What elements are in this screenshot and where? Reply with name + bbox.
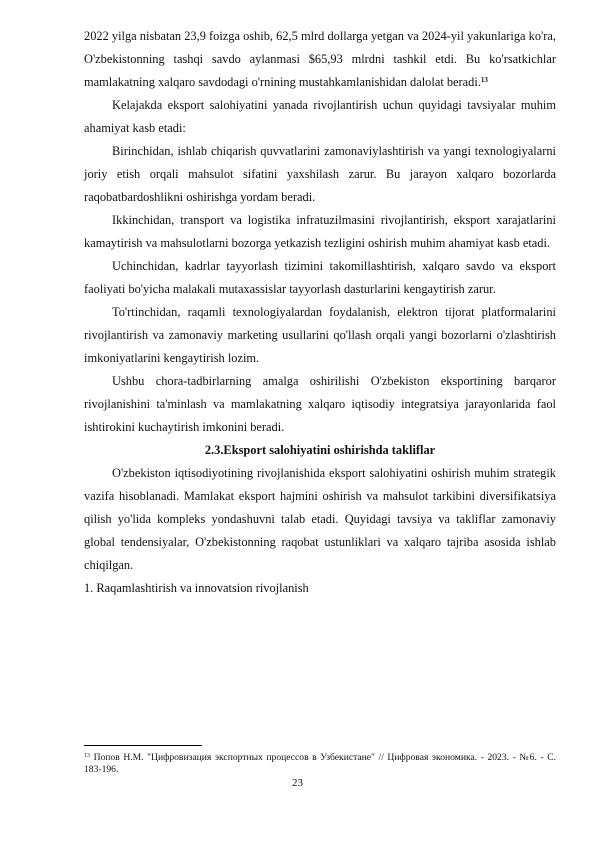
- paragraph-4: Ikkinchidan, transport va logistika infratuzilmasini rivojlantirish, eksport xarajatlarini kamaytirish va mahsulotlarni bozorga yetkazish tezligini oshirish muhim ahamiyat kasb etadi.: [84, 213, 556, 250]
- footnote: [84, 752, 556, 776]
- paragraph-1-text: 2022 yilga nisbatan 23,9 foizga oshib, 62,5 mlrd dollarga yetgan va 2024-yil yakunlariga ko'ra, O'zbekistonning tashqi savdo aylanmasi $65,93 mlrdni tashkil etdi. Bu ko'rsatkichlar mamlakatning xalqaro savdodagi o'rnining mustahkamlanishidan dalolat beradi.: [84, 29, 556, 89]
- paragraph-6: To'rtinchidan, raqamli texnologiyalardan foydalanish, elektron tijorat platformalarini rivojlantirish va zamonaviy marketing usullarini qo'llash orqali yangi bozorlarni o'zlashtirish imkoniyatlarini kengaytirish lozim.: [84, 305, 556, 365]
- paragraph-5: Uchinchidan, kadrlar tayyorlash tizimini takomillashtirish, xalqaro savdo va eksport faoliyati bo'yicha malakali mutaxassislar tayyorlash dasturlarini kengaytirish zarur.: [84, 259, 556, 296]
- paragraph-8: O'zbekiston iqtisodiyotining rivojlanishida eksport salohiyatini oshirish muhim strategik vazifa hisoblanadi. Mamlakat eksport hajmini oshirish va mahsulot tarkibini diversifikatsiya qilish yo'lida kompleks yondashuvni talab etadi. Quyidagi tavsiya va takliflar zamonaviy global tendensiyalar, O'zbekistonning raqobat ustunliklari va xalqaro tajriba asosida ishlab chiqilgan.: [84, 466, 556, 572]
- list-item-1: 1. Raqamlashtirish va innovatsion rivojlanish: [84, 581, 309, 595]
- paragraph-2: Kelajakda eksport salohiyatini yanada rivojlantirish uchun quyidagi tavsiyalar muhim ahamiyat kasb etadi:: [84, 98, 556, 135]
- footnote-number: 13: [84, 753, 90, 759]
- paragraph-3: Birinchidan, ishlab chiqarish quvvatlarini zamonaviylashtirish va yangi texnologiyalarni joriy etish orqali mahsulot sifatini yaxshilash zarur. Bu jarayon xalqaro bozorlarda raqobatbardoshlikni oshirishga yordam beradi.: [84, 144, 556, 204]
- paragraph-7: Ushbu chora-tadbirlarning amalga oshirilishi O'zbekiston eksportining barqaror rivojlanishini ta'minlash va mamlakatning xalqaro iqtisodiy integratsiya jarayonlarida faol ishtirokini kuchaytirish imkonini beradi.: [84, 374, 556, 434]
- footnote-ref[interactable]: 13: [480, 76, 488, 84]
- section-heading: 2.3.Eksport salohiyatini oshirishda takliflar: [204, 443, 436, 457]
- footnote-divider: [84, 745, 202, 746]
- paragraph-1: [84, 25, 556, 94]
- page-number: 23: [292, 777, 303, 789]
- footnote-text: Попов Н.М. "Цифровизация экспортных процессов в Узбекистане" // Цифровая экономика. - 2023. - №6. - С. 183-196.: [84, 752, 556, 775]
- page-body: [84, 25, 556, 600]
